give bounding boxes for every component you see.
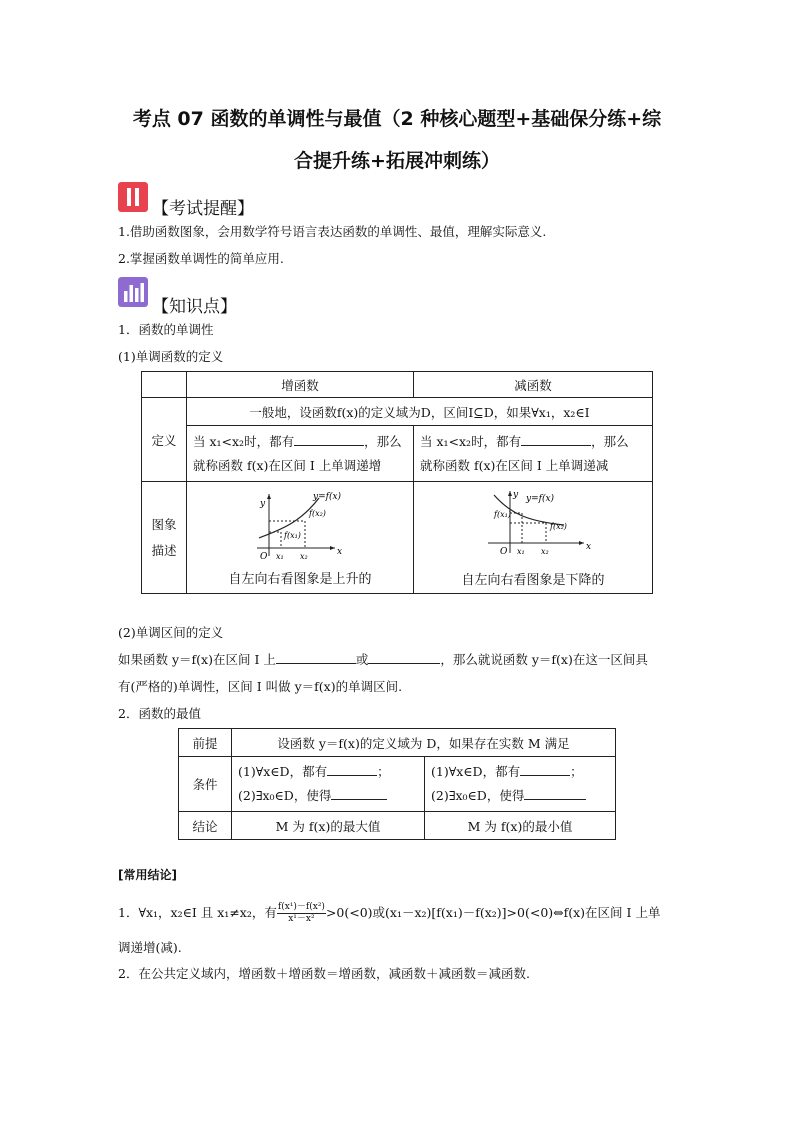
graph-label-x2: x₂ — [541, 547, 549, 556]
graph-cell-decreasing — [414, 482, 653, 594]
graph-label-curve: y=f(x) — [313, 492, 342, 502]
fill-in-blank — [327, 763, 377, 776]
row-label-definition: 定义 — [142, 398, 187, 482]
min-cond-2: (2)∃x₀∈D，使得 — [431, 788, 525, 803]
conclusion-1-text-a: 1．∀x₁，x₂∈I 且 x₁≠x₂，有 — [118, 905, 277, 920]
subheading-extreme-values: 2．函数的最值 — [118, 706, 201, 721]
graph-label-x1: x₁ — [276, 552, 284, 561]
def-inc-text-b: ，那么 — [364, 433, 402, 449]
row-label-conclusion: 结论 — [179, 812, 232, 840]
interval-text-c: ，那么就说函数 y＝f(x)在这一区间具 — [440, 652, 648, 667]
graph-label-y: y — [260, 499, 266, 509]
col-header-decreasing: 减函数 — [414, 372, 653, 398]
def-dec-text-b: ，那么 — [591, 433, 629, 449]
graph-label-x2: x₂ — [300, 552, 308, 561]
graph-label-origin: O — [500, 547, 508, 557]
graph-label-x: x — [337, 547, 343, 557]
graph-caption-decreasing: 自左向右看图象是下降的 — [461, 573, 605, 588]
graph-label-fx2: f(x₂) — [550, 522, 567, 531]
fraction-denominator: x¹－x² — [288, 914, 315, 924]
graph-label-x: x — [586, 542, 592, 552]
section-heading-knowledge: 【知识点】 — [152, 297, 237, 317]
graph-label-curve: y=f(x) — [526, 494, 555, 504]
extreme-value-table — [178, 728, 616, 840]
monotone-interval-text-1 — [118, 650, 648, 668]
graph-label-y: y — [513, 490, 519, 500]
def-dec-text-c: 就称函数 f(x)在区间 I 上单调递减 — [420, 457, 609, 473]
row-label-graph-1: 图象 — [151, 516, 177, 532]
difference-quotient-fraction — [277, 902, 326, 925]
row-label-graph-2: 描述 — [151, 542, 177, 558]
monotonicity-table — [141, 371, 653, 594]
common-conclusion-1 — [118, 902, 660, 925]
interval-text-b: 或 — [355, 652, 369, 667]
graph-label-x1: x₁ — [517, 547, 525, 556]
fill-in-blank — [331, 787, 387, 800]
page-title-line2: 合提升练+拓展冲刺练） — [294, 150, 500, 172]
monotone-interval-text-2: 有(严格的)单调性，区间 I 叫做 y＝f(x)的单调区间. — [118, 679, 403, 694]
premise-text: 设函数 y＝f(x)的定义域为 D，如果存在实数 M 满足 — [232, 729, 616, 757]
definition-increasing — [187, 426, 414, 482]
graph-label-fx1: f(x₁) — [284, 531, 301, 540]
graph-label-fx1: f(x₁) — [494, 510, 511, 519]
bar-chart-icon — [118, 277, 148, 307]
graph-label-fx2: f(x₂) — [309, 509, 326, 518]
fill-in-blank — [524, 787, 586, 800]
definition-common: 一般地，设函数f(x)的定义域为D，区间I⊆D，如果∀x₁，x₂∈I — [187, 398, 653, 426]
max-cond-2: (2)∃x₀∈D，使得 — [238, 788, 332, 803]
graph-caption-increasing: 自左向右看图象是上升的 — [228, 572, 372, 587]
max-condition-cell — [232, 757, 425, 812]
reminder-item-1: 1.借助函数图象，会用数学符号语言表达函数的单调性、最值，理解实际意义. — [118, 224, 547, 239]
min-condition-cell — [425, 757, 616, 812]
fill-in-blank — [368, 651, 440, 664]
row-label-graph — [142, 482, 187, 594]
table-corner-cell — [142, 372, 187, 398]
subheading-monotone-def: (1)单调函数的定义 — [118, 349, 224, 364]
conclusion-1-text-b: >0(<0)或(x₁－x₂)[f(x₁)－f(x₂)]>0(<0)⇔f(x)在区间 I 上单 — [325, 905, 661, 920]
interval-text-a: 如果函数 y＝f(x)在区间 I 上 — [118, 652, 276, 667]
fill-in-blank — [294, 433, 364, 446]
common-conclusions-heading: [常用结论] — [118, 868, 177, 882]
max-cond-1: (1)∀x∈D，都有 — [238, 764, 328, 779]
graph-cell-increasing — [187, 482, 414, 594]
def-inc-text-a: 当 x₁<x₂时，都有 — [193, 433, 295, 449]
subheading-monotone-interval: (2)单调区间的定义 — [118, 625, 224, 640]
def-inc-text-c: 就称函数 f(x)在区间 I 上单调递增 — [193, 457, 382, 473]
row-label-condition: 条件 — [179, 757, 232, 812]
fill-in-blank — [276, 651, 356, 664]
common-conclusion-2: 2．在公共定义域内，增函数＋增函数＝增函数，减函数＋减函数＝减函数. — [118, 966, 530, 981]
fill-in-blank — [521, 433, 591, 446]
def-dec-text-a: 当 x₁<x₂时，都有 — [420, 433, 522, 449]
increasing-function-graph — [187, 488, 413, 568]
common-conclusion-1-cont: 调递增(减). — [118, 940, 182, 955]
fraction-numerator: f(x¹)－f(x²) — [277, 902, 325, 912]
reminder-icon — [118, 182, 148, 212]
page-title-line1: 考点 07 函数的单调性与最值（2 种核心题型+基础保分练+综 — [132, 108, 662, 130]
fill-in-blank — [520, 763, 570, 776]
decreasing-function-graph — [414, 487, 652, 569]
row-label-premise: 前提 — [179, 729, 232, 757]
reminder-item-2: 2.掌握函数单调性的简单应用. — [118, 251, 284, 266]
section-heading-reminder: 【考试提醒】 — [152, 199, 254, 219]
min-conclusion: M 为 f(x)的最小值 — [425, 812, 616, 840]
semicolon: ； — [570, 764, 583, 779]
definition-decreasing — [414, 426, 653, 482]
graph-label-origin: O — [260, 552, 268, 562]
max-conclusion: M 为 f(x)的最大值 — [232, 812, 425, 840]
semicolon: ； — [377, 764, 390, 779]
subheading-monotonicity: 1．函数的单调性 — [118, 322, 214, 337]
col-header-increasing: 增函数 — [187, 372, 414, 398]
min-cond-1: (1)∀x∈D，都有 — [431, 764, 521, 779]
